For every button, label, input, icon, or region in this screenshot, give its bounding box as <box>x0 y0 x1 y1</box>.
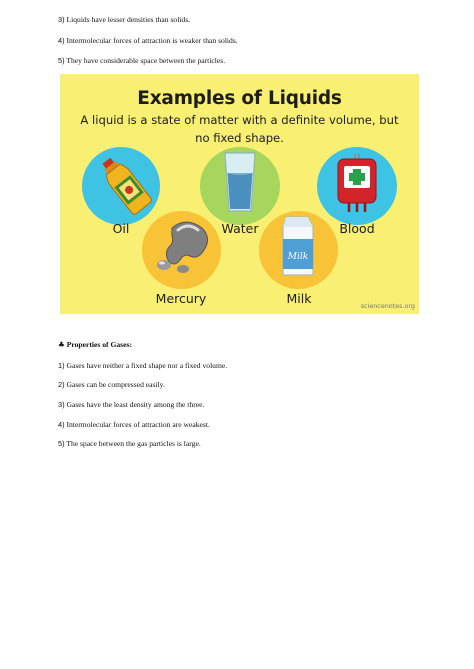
list-number: 5) <box>58 56 65 65</box>
list-item <box>58 420 210 430</box>
milk-carton-text: Milk <box>287 252 309 262</box>
infographic-title: Examples of Liquids <box>137 88 342 109</box>
list-text: Gases have the least density among the three. <box>64 400 205 409</box>
source-credit: sciencenotes.org <box>360 302 415 310</box>
milk-label: Milk <box>286 291 312 306</box>
list-item <box>58 400 204 410</box>
club-icon: ♣ <box>58 340 65 349</box>
list-number: 5) <box>58 439 65 448</box>
list-text: The space between the gas particles is large. <box>64 439 201 448</box>
list-number: 4) <box>58 36 65 45</box>
list-number: 3) <box>58 15 65 24</box>
blood-label: Blood <box>339 221 375 236</box>
gases-heading-text: Properties of Gases: <box>66 340 132 349</box>
list-item <box>58 56 225 66</box>
oil-bottle-icon <box>95 150 155 216</box>
list-item <box>58 380 165 390</box>
list-number: 3) <box>58 400 65 409</box>
list-text: Gases have neither a fixed shape nor a fixed volume. <box>64 361 228 370</box>
list-item <box>58 15 190 25</box>
list-number: 1) <box>58 361 65 370</box>
list-text: Intermolecular forces of attraction is weaker than solids. <box>64 36 238 45</box>
oil-label: Oil <box>112 221 130 236</box>
list-item <box>58 439 201 449</box>
list-item <box>58 36 238 46</box>
list-text: Liquids have lesser densities than solids. <box>64 15 191 24</box>
mercury-blob-icon <box>152 218 212 276</box>
list-text: Gases can be compressed easily. <box>64 380 165 389</box>
milk-carton-icon <box>278 215 318 277</box>
list-number: 4) <box>58 420 65 429</box>
list-text: They have considerable space between the particles. <box>64 56 226 65</box>
examples-of-liquids-infographic <box>60 74 419 314</box>
water-label: Water <box>221 221 259 236</box>
mercury-label: Mercury <box>155 291 207 306</box>
list-item <box>58 361 227 371</box>
blood-bag-icon <box>335 154 379 214</box>
water-glass-icon <box>222 151 258 213</box>
list-text: Intermolecular forces of attraction are weakest. <box>64 420 210 429</box>
infographic-subtitle: A liquid is a state of matter with a definite volume, but no fixed shape. <box>80 113 399 145</box>
list-number: 2) <box>58 380 65 389</box>
section-heading <box>58 340 132 350</box>
